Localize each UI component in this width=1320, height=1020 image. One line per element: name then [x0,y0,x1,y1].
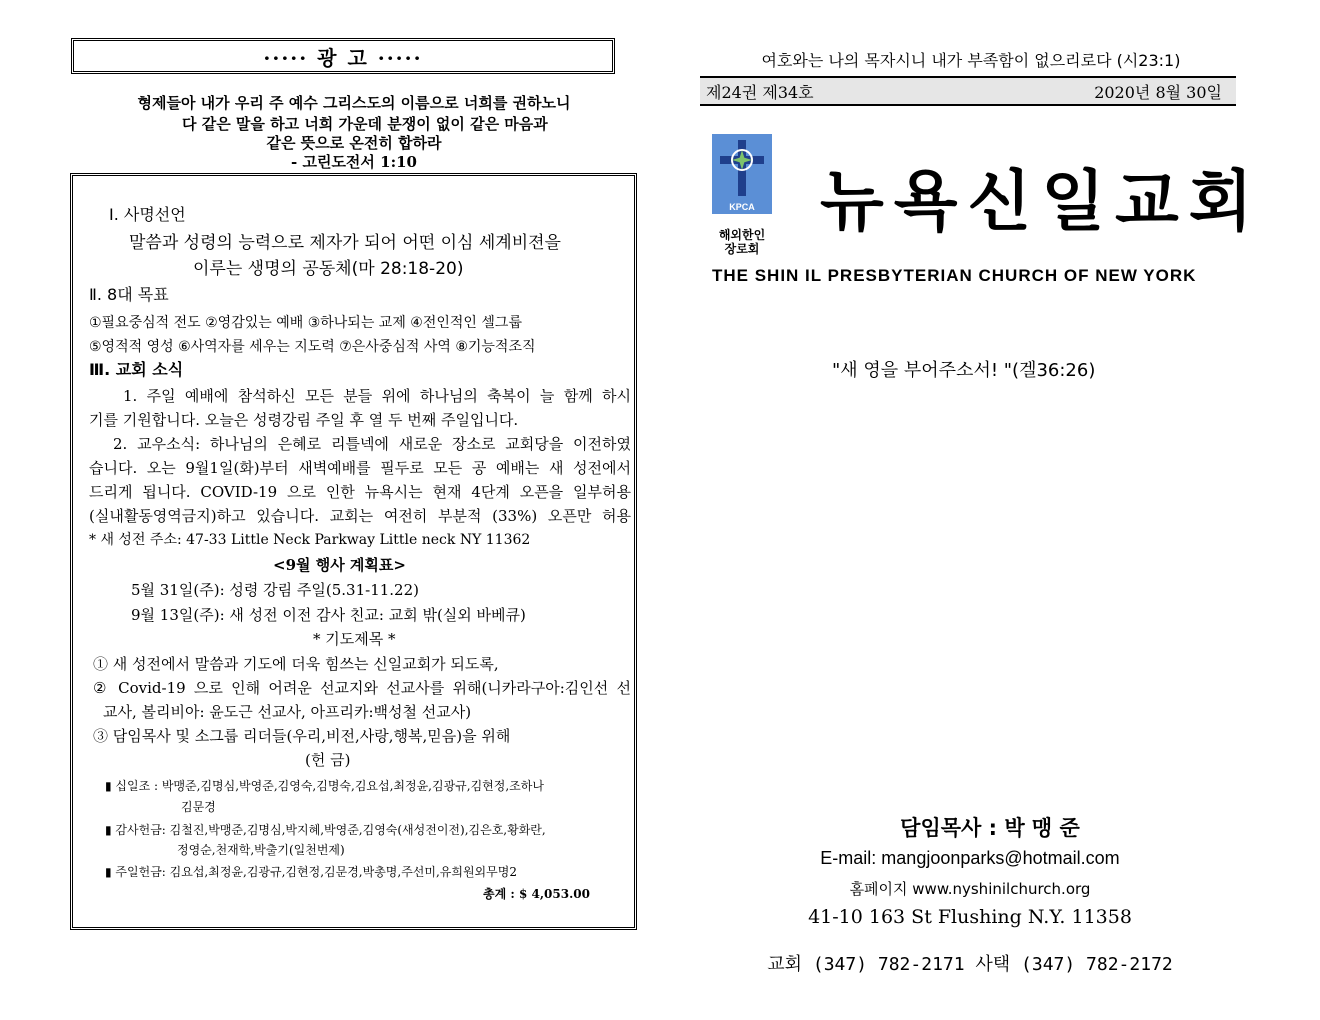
logo-caption-line-2: 장로회 [724,242,760,256]
offering-total: 총계 : $ 4,053.00 [483,887,590,901]
news-line-7: * 새 성전 주소: 47-33 Little Neck Parkway Little neck NY 11362 [89,532,531,548]
mission-line-1: 말씀과 성령의 능력으로 제자가 되어 어떤 이심 세계비젼을 [129,233,561,253]
schedule-heading: <9월 행사 계획표> [273,556,406,574]
goals-heading: Ⅱ. 8대 목표 [89,285,169,304]
verse-line-1: 형제들아 내가 우리 주 예수 그리스도의 이름으로 너희를 권하노니 [137,94,571,112]
offering-heading: (헌 금) [305,751,351,769]
announcement-banner: ····· 광 고 ····· [71,38,615,74]
prayer-line-1: ① 새 성전에서 말씀과 기도에 더욱 힘쓰는 신일교회가 되도록, [93,655,499,673]
news-line-3: 2. 교우소식: 하나님의 은혜로 리틀넥에 새로운 장소로 교회당을 이전하였 [113,435,631,453]
news-line-2: 기를 기원합니다. 오늘은 성령강림 주일 후 열 두 번째 주일입니다. [89,411,519,429]
goals-line-1: ①필요중심적 전도 ②영감있는 예배 ③하나되는 교제 ④전인적인 셀그룹 [89,315,522,331]
church-address: 41-10 163 St Flushing N.Y. 11358 [808,906,1132,928]
motto: "새 영을 부어주소서! "(겔36:26) [832,360,1096,381]
offering-thanks-cont: 정영순,천재학,박출기(일천번제) [177,843,345,857]
logo-caption [704,228,780,256]
header-verse: 여호와는 나의 목자시니 내가 부족함이 없으리로다 (시23:1) [761,51,1181,70]
logo-text: KPCA [729,202,755,212]
mission-heading: Ⅰ. 사명선언 [109,205,186,224]
prayer-line-4: ③ 담임목사 및 소그룹 리더들(우리,비전,사랑,행복,믿음)을 위해 [93,727,511,745]
prayer-heading: * 기도제목 * [313,630,396,648]
verse-ref: - 고린도전서 1:10 [291,153,417,171]
volume-number: 제24권 제34호 [706,82,814,102]
church-name-english: THE SHIN IL PRESBYTERIAN CHURCH OF NEW YORK [712,266,1197,285]
news-line-4: 습니다. 오는 9월1일(화)부터 새벽예배를 필두로 모든 공 예배는 새 성전에서 [89,459,631,477]
verse-line-2: 다 같은 말을 하고 너희 가운데 분쟁이 없이 같은 마음과 [182,115,548,133]
news-box [70,173,637,930]
kpca-logo [712,134,772,214]
prayer-line-2: ② Covid-19 으로 인해 어려운 선교지와 선교사를 위해(니카라구아:김인선 선 [93,679,631,697]
pastor-name: 담임목사 : 박 맹 준 [900,816,1080,840]
offering-thanks: ▮ 감사헌금: 김철진,박맹준,김명심,박지혜,박영준,김영숙(새성전이전),김은호,황화란, [105,823,546,837]
logo-caption-line-1: 해외한인 [718,228,766,242]
prayer-line-3: 교사, 볼리비아: 윤도근 선교사, 아프리카:백성철 선교사) [103,703,472,721]
news-line-5: 드리게 됩니다. COVID-19 으로 인한 뉴욕시는 현재 4단계 오픈을 일부허용 [89,483,631,501]
email[interactable]: E-mail: mangjoonparks@hotmail.com [820,848,1120,868]
verse-line-3: 같은 뜻으로 온전히 합하라 [266,134,442,152]
offering-sunday: ▮ 주일헌금: 김요섭,최정윤,김광규,김현정,김문경,박총명,주선미,유희원외무명2 [105,865,517,879]
issue-date: 2020년 8월 30일 [1094,82,1222,102]
homepage[interactable]: 홈페이지 www.nyshinilchurch.org [849,880,1091,898]
news-line-1: 1. 주일 예배에 참석하신 모든 분들 위에 하나님의 축복이 늘 함께 하시 [123,387,631,405]
phone-numbers: 교회 (347) 782-2171 사택 (347) 782-2172 [767,954,1173,975]
church-name-korean: 뉴욕신일교회 [820,162,1263,240]
issue-bar [700,76,1236,106]
news-line-6: (실내활동영역금지)하고 있습니다. 교회는 여전히 부분적 (33%) 오픈만 허용 [89,507,631,525]
schedule-line-1: 5월 31일(주): 성령 강림 주일(5.31-11.22) [131,581,419,599]
schedule-line-2: 9월 13일(주): 새 성전 이전 감사 친교: 교회 밖(실외 바베큐) [131,606,526,624]
goals-line-2: ⑤영적적 영성 ⑥사역자를 세우는 지도력 ⑦은사중심적 사역 ⑧기능적조직 [89,339,536,355]
mission-line-2: 이루는 생명의 공동체(마 28:18-20) [193,259,464,279]
offering-tithe: ▮ 십일조 : 박맹준,김명심,박영준,김영숙,김명숙,김요섭,최정윤,김광규,김현정,조하나 [105,779,544,793]
news-heading: Ⅲ. 교회 소식 [89,360,184,379]
offering-tithe-cont: 김문경 [181,800,216,814]
